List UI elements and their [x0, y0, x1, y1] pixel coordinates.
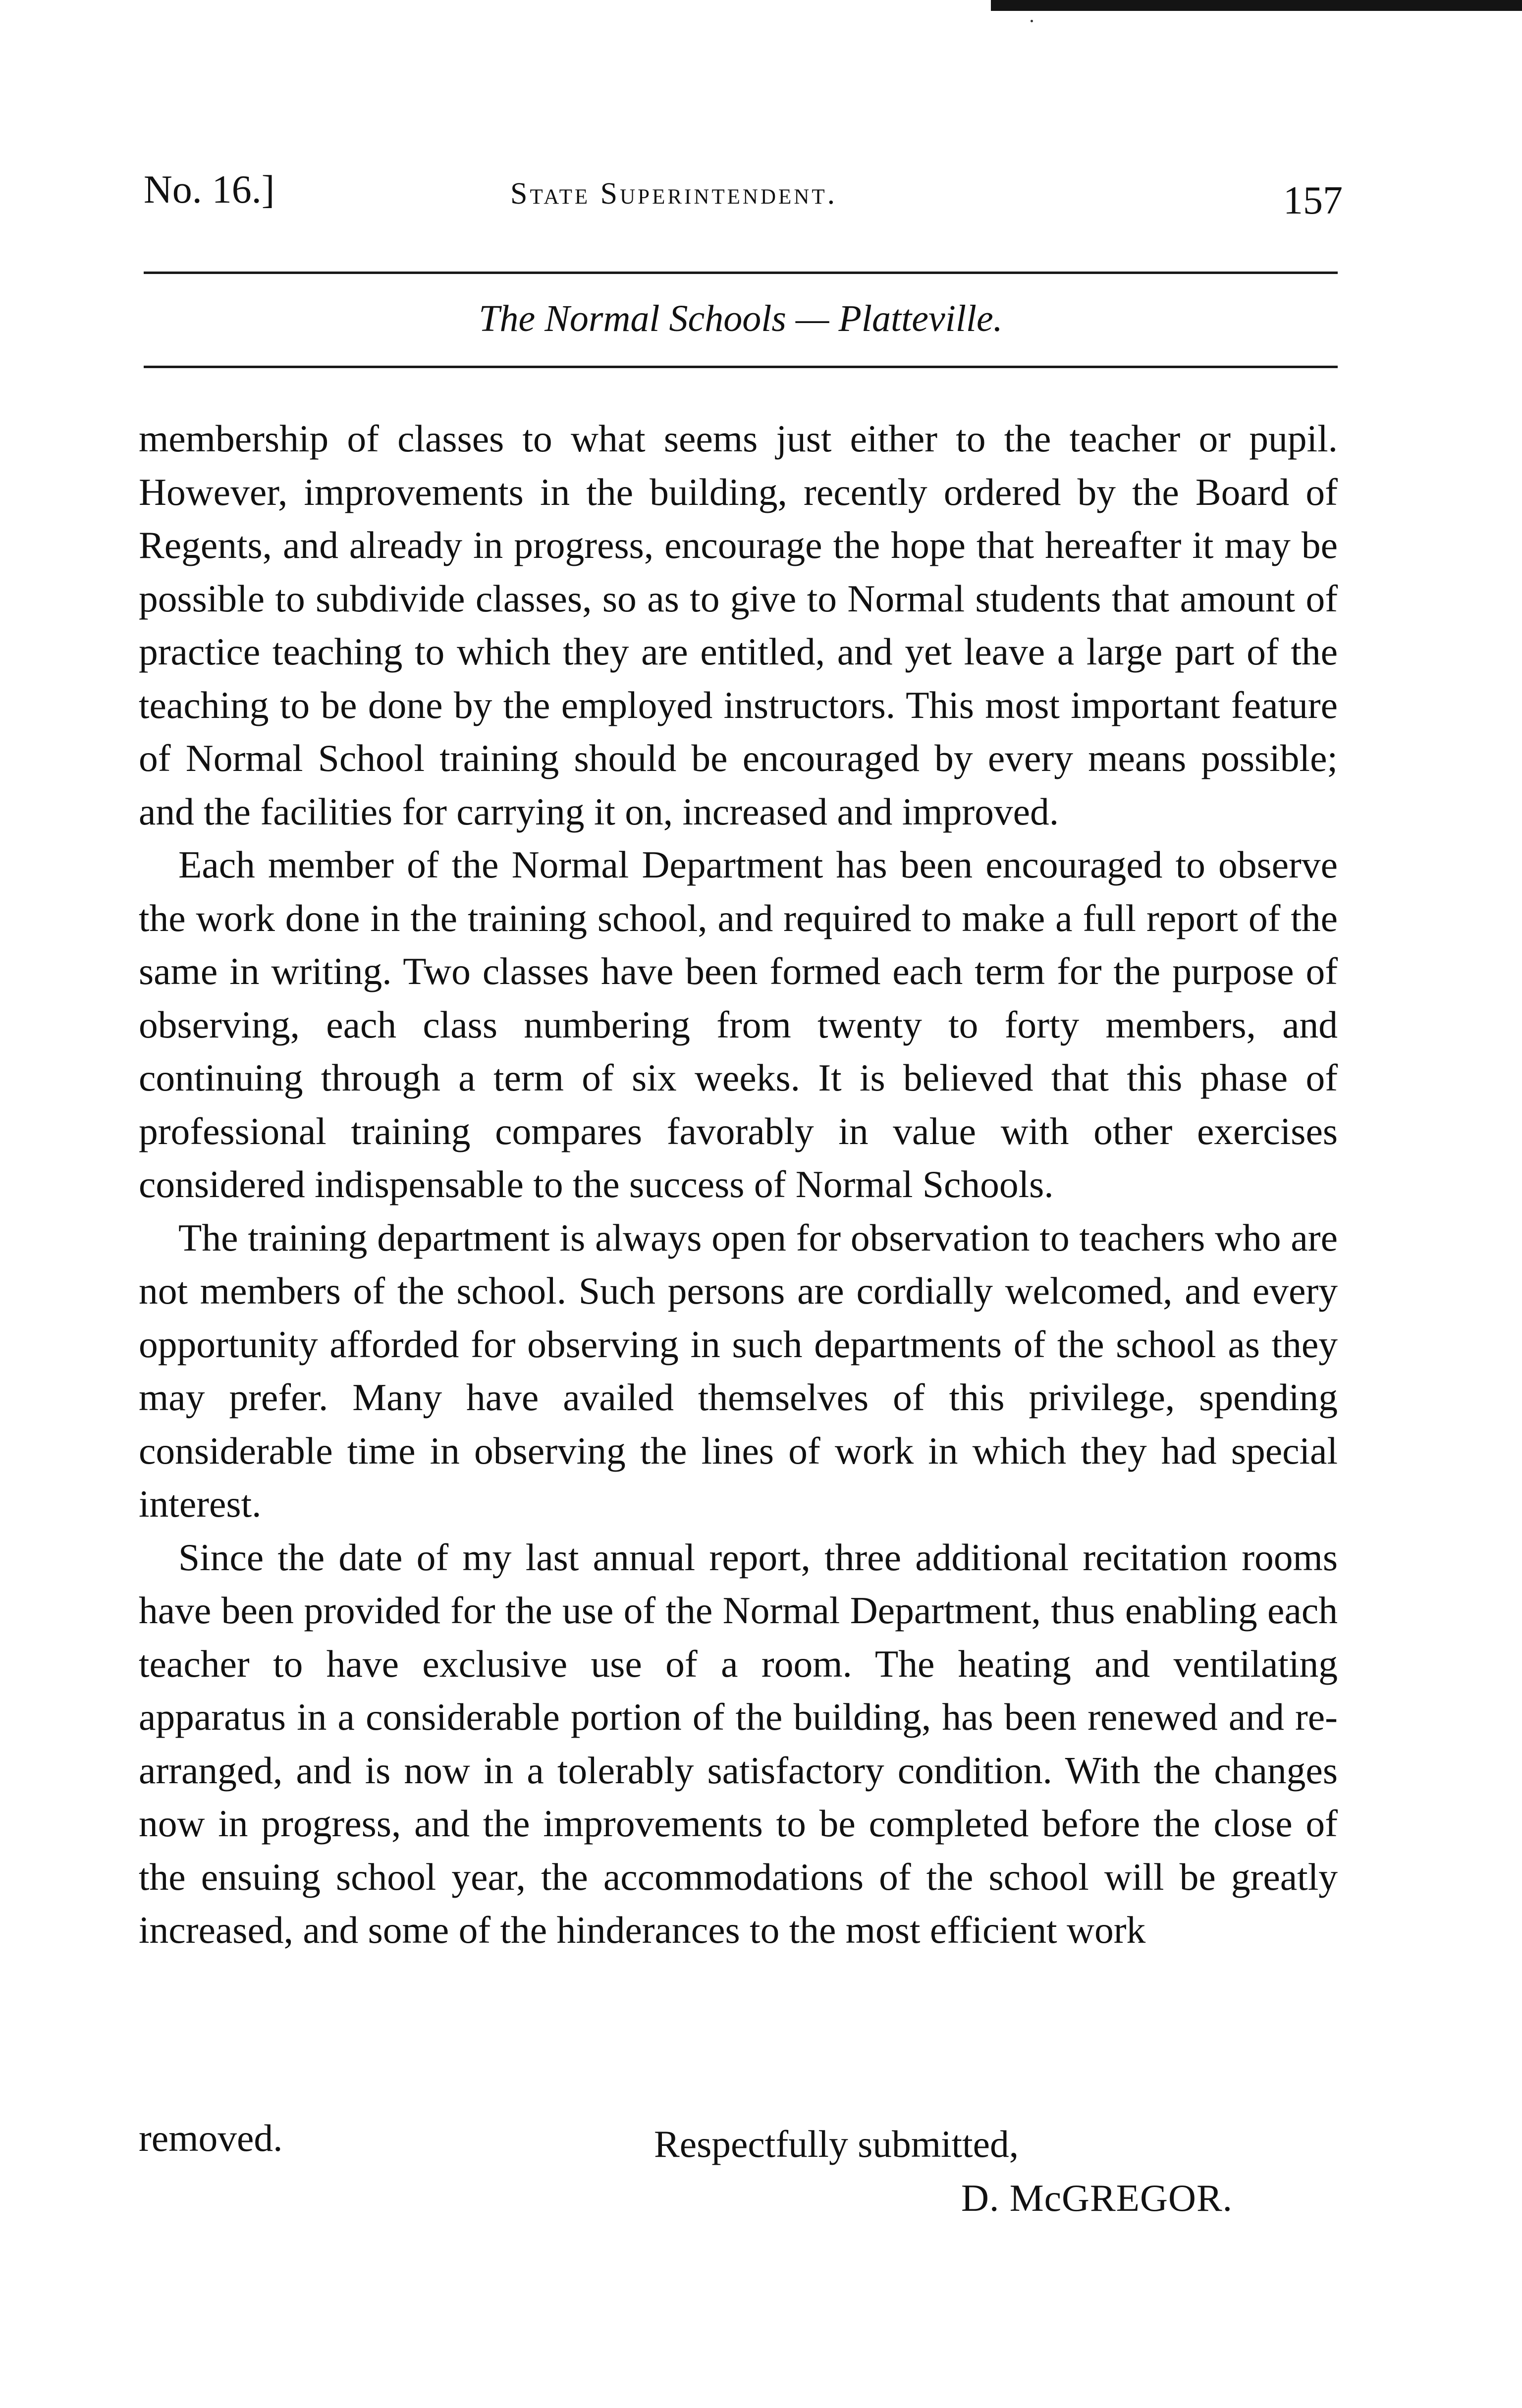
header-rule-top: [144, 272, 1338, 274]
valediction: Respectfully submitted,: [654, 2123, 1019, 2165]
header-rule-bottom: [144, 366, 1338, 368]
section-title: The Normal Schools — Platteville.: [479, 298, 1003, 339]
document-number: No. 16.]: [144, 168, 275, 212]
paragraph-improvements: Since the date of my last annual report, three additional recitation rooms have been provided for the use of the Normal Department, thus enabling each teacher to have exclusive use of a room. The heating and ventilating apparatus in a considerable portion of the building, has been renewed and re-arranged, and is now in a tolerably satisfactory condition. With the changes now in progress, and the improvements to be completed before the close of the ensuing school year, the accommodations of the school will be greatly increased, and some of the hinderances to the most efficient work: [139, 1535, 1338, 1951]
paragraph-continued: membership of classes to what seems just either to the teacher or pupil. However, improvements in the building, recently ordered by the Board of Regents, and already in progress, encourage the hope that hereafter it may be possible to subdivide classes, so as to give to Normal students that amount of practice teaching to which they are entitled, and yet leave a large part of the teaching to be done by the employed instructors. This most important feature of Normal School training should be encouraged by every means possible; and the facilities for carrying it on, increased and improved.: [139, 417, 1338, 833]
scan-border-shadow: [991, 0, 1522, 11]
paragraph-observation: Each member of the Normal Department has been encouraged to observe the work done in the training school, and required to make a full report of the same in writing. Two classes have been formed each term for the purpose of observing, each class numbering from twenty to forty members, and continuing through a term of six weeks. It is believed that this phase of professional training compares favorably in value with other exercises considered indispensable to the success of Normal Schools.: [139, 843, 1338, 1205]
running-title: State Superintendent.: [510, 177, 838, 211]
scan-speck: [1031, 20, 1033, 22]
signature: D. McGREGOR.: [961, 2177, 1233, 2219]
paragraph-training-department: The training department is always open for observation to teachers who are not members of the school. Such persons are cordially welcomed, and every opportunity afforded for observing in such departments of the school as they may prefer. Many have availed themselves of this privilege, spending considerable time in observing the lines of work in which they had special interest.: [139, 1216, 1338, 1525]
page-number: 157: [1283, 179, 1343, 222]
final-word: removed.: [139, 2117, 283, 2159]
running-header: [144, 159, 1343, 228]
body-text: [139, 412, 1338, 1957]
